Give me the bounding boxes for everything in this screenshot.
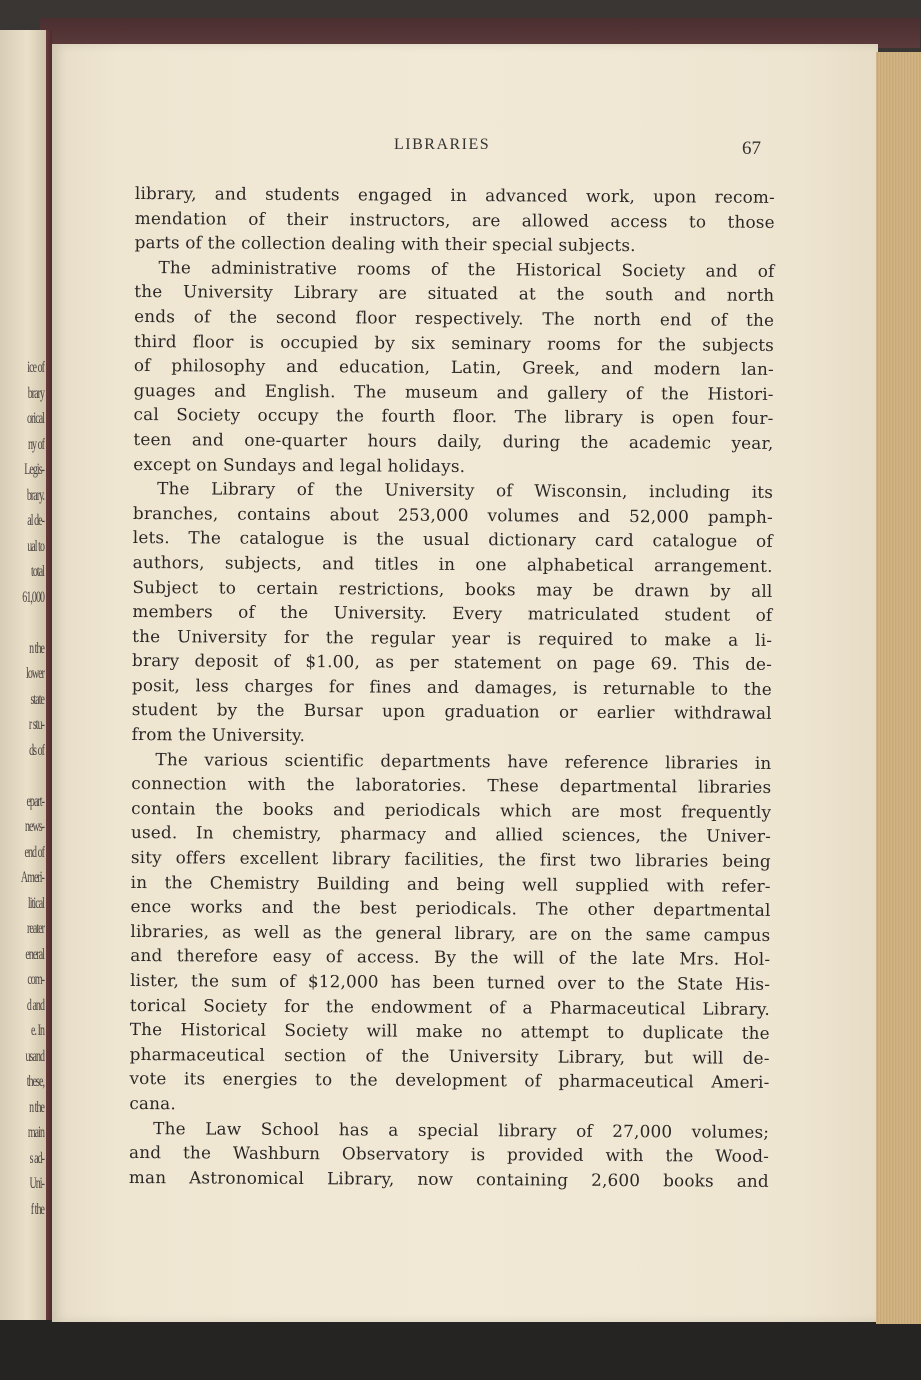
- margin-fragment: ny of: [27, 435, 44, 453]
- text-line: Subject to certain restrictions, books may be drawn by all: [132, 576, 773, 601]
- margin-fragment: ds of: [29, 741, 44, 759]
- left-margin-text: [17, 355, 44, 1222]
- text-line: authors, subjects, and titles in one alphabetical arrangement.: [132, 551, 773, 576]
- text-line: mendation of their instructors, are allowed access to those: [134, 207, 775, 232]
- text-line: third floor is occupied by six seminary rooms for the subjects: [133, 330, 775, 355]
- text-line: sity offers excellent library facilities, the first two libraries being: [130, 847, 771, 871]
- text-line: pharmaceutical section of the University Library, but will de-: [129, 1043, 770, 1068]
- text-line: vote its energies to the development of pharmaceutical Ameri-: [129, 1068, 770, 1093]
- margin-fragment: orical: [26, 410, 44, 427]
- text-line: The Library of the University of Wisconsin, including its: [157, 478, 774, 503]
- margin-fragment: n the: [29, 639, 44, 657]
- text-line: in the Chemistry Building and being well supplied with refer-: [130, 871, 771, 896]
- text-line: torical Society for the endowment of a Pharmaceutical Library.: [129, 994, 771, 1019]
- text-line: parts of the collection dealing with their special subjects.: [134, 232, 636, 256]
- margin-fragment: brary: [27, 384, 44, 402]
- body-text: [129, 181, 775, 1193]
- text-line: ence works and the best periodicals. The other departmental: [130, 896, 771, 921]
- margin-fragment: Ameri-: [20, 869, 44, 886]
- margin-fragment: end of: [24, 843, 44, 861]
- margin-fragment: d and: [26, 996, 44, 1014]
- margin-fragment: Uni-: [29, 1175, 44, 1192]
- text-line: libraries, as well as the general library, are on the same campus: [130, 920, 771, 945]
- text-line: ends of the second floor respectively. The north end of the: [134, 305, 775, 330]
- text-line: branches, contains about 253,000 volumes and 52,000 pamph-: [132, 502, 774, 527]
- running-head: LIBRARIES: [394, 136, 491, 153]
- text-line: the University for the regular year is required to make a li-: [132, 625, 773, 650]
- margin-fragment: brary.: [26, 486, 44, 504]
- margin-fragment: lower: [26, 665, 44, 682]
- margin-fragment: s ad-: [29, 1149, 44, 1167]
- margin-fragment: ice of: [27, 359, 44, 376]
- margin-fragment: total: [31, 563, 44, 580]
- page-edges: [876, 52, 921, 1324]
- margin-fragment: 61,000: [22, 588, 44, 606]
- text-line: and the Washburn Observatory is provided with the Wood-: [129, 1142, 770, 1167]
- margin-fragment: eneral: [25, 945, 44, 963]
- margin-fragment: state: [30, 690, 44, 708]
- text-line: lister, the sum of $12,000 has been turned over to the State His-: [130, 969, 771, 994]
- text-line: connection with the laboratories. These departmental libraries: [131, 773, 772, 798]
- margin-fragment: al de-: [27, 512, 44, 529]
- text-line: used. In chemistry, pharmacy and allied sciences, the Univer-: [130, 822, 772, 847]
- text-line: lets. The catalogue is the usual dictionary card catalogue of: [132, 527, 773, 552]
- margin-fragment: reater: [27, 920, 44, 937]
- text-line: guages and English. The museum and gallery of the Histori-: [133, 379, 774, 404]
- margin-fragment: f the: [30, 1200, 44, 1218]
- margin-fragment: [17, 763, 44, 789]
- margin-fragment: com-: [27, 971, 44, 988]
- text-line: The various scientific departments have reference libraries in: [155, 748, 772, 773]
- text-line: members of the University. Every matriculated student of: [132, 601, 773, 625]
- text-line: the University Library are situated at the south and north: [134, 281, 775, 306]
- text-line: brary deposit of $1.00, as per statement on page 69. This de-: [132, 650, 773, 675]
- text-line: student by the Bursar upon graduation or earlier withdrawal: [131, 699, 772, 724]
- text-line: cana.: [129, 1092, 176, 1114]
- margin-fragment: news-: [24, 818, 44, 835]
- margin-fragment: main: [27, 1124, 44, 1141]
- margin-fragment: n the: [29, 1098, 44, 1116]
- text-line: and therefore easy of access. By the will of the late Mrs. Hol-: [130, 945, 771, 970]
- page-number: 67: [742, 138, 761, 159]
- text-line: contain the books and periodicals which are most frequently: [131, 797, 772, 822]
- margin-fragment: e. In: [31, 1022, 44, 1039]
- left-facing-page: [0, 30, 46, 1320]
- text-line: of philosophy and education, Latin, Greek, and modern lan-: [133, 355, 774, 380]
- margin-fragment: [17, 610, 44, 636]
- text-line: cal Society occupy the fourth floor. The library is open four-: [133, 404, 774, 429]
- text-line: man Astronomical Library, now containing 2,600 books and: [128, 1166, 769, 1191]
- text-line: The Law School has a special library of 27,000 volumes;: [153, 1117, 770, 1142]
- text-line: library, and students engaged in advanced work, upon recom-: [134, 182, 775, 207]
- text-line: The Historical Society will make no attempt to duplicate the: [129, 1019, 770, 1044]
- text-line: The administrative rooms of the Historical Society and of: [158, 256, 775, 281]
- margin-fragment: Legis-: [24, 461, 44, 478]
- margin-fragment: ual to: [27, 537, 44, 555]
- text-line: teen and one-quarter hours daily, during the academic year,: [133, 428, 774, 453]
- margin-fragment: usand: [25, 1047, 44, 1065]
- margin-fragment: these,: [26, 1073, 44, 1090]
- margin-fragment: litical: [27, 894, 44, 912]
- text-line: from the University.: [131, 724, 306, 746]
- text-line: except on Sundays and legal holidays.: [133, 453, 466, 476]
- margin-fragment: r stu-: [28, 716, 44, 733]
- margin-fragment: epart-: [26, 792, 44, 810]
- text-line: posit, less charges for fines and damages, is returnable to the: [131, 674, 772, 699]
